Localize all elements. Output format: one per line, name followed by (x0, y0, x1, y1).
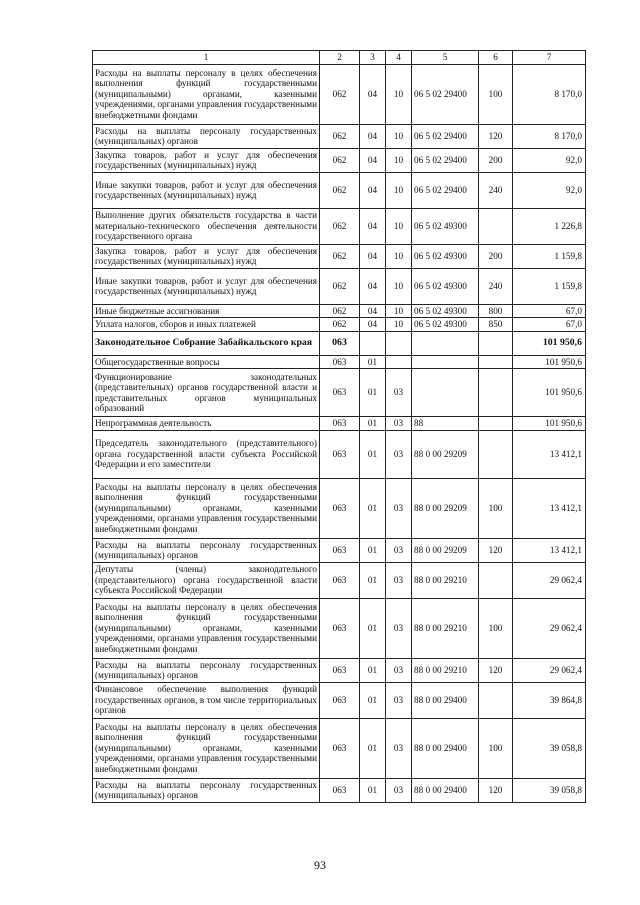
expense-type-cell: 120 (479, 538, 513, 562)
subsection-code-cell: 03 (386, 598, 412, 658)
row-name-cell: Расходы на выплаты персоналу государственных (муниципальных) органов (93, 124, 320, 148)
target-article-cell (412, 355, 479, 369)
subsection-code-cell: 03 (386, 478, 412, 538)
table-row (93, 562, 586, 598)
ministry-code-cell: 063 (320, 417, 360, 431)
expense-type-cell: 240 (479, 268, 513, 304)
table-row (93, 268, 586, 304)
expense-type-cell: 120 (479, 124, 513, 148)
section-code-cell: 04 (360, 208, 386, 244)
ministry-code-cell: 062 (320, 124, 360, 148)
target-article-cell: 06 5 02 29400 (412, 64, 479, 124)
ministry-code-cell: 062 (320, 244, 360, 268)
ministry-code-cell: 063 (320, 430, 360, 478)
amount-cell: 101 950,6 (513, 417, 586, 431)
table-row (93, 718, 586, 778)
subsection-code-cell: 10 (386, 124, 412, 148)
row-name-cell: Расходы на выплаты персоналу в целях обеспечения выполнения функций государственными (муниципальными) органами, казенными учреждениями, органами управления государственными внебюджетными фондами (93, 598, 320, 658)
subsection-code-cell: 03 (386, 682, 412, 718)
target-article-cell (412, 369, 479, 417)
amount-cell: 29 062,4 (513, 598, 586, 658)
section-code-cell: 04 (360, 304, 386, 318)
subsection-code-cell (386, 355, 412, 369)
table-row (93, 64, 586, 124)
ministry-code-cell: 063 (320, 478, 360, 538)
ministry-code-cell: 063 (320, 598, 360, 658)
row-name-cell: Расходы на выплаты персоналу государственных (муниципальных) органов (93, 658, 320, 682)
expense-type-cell (479, 562, 513, 598)
row-name-cell: Депутаты (члены) законодательного (представительного) органа государственной власти субъекта Российской Федерации (93, 562, 320, 598)
expense-type-cell: 120 (479, 658, 513, 682)
subsection-code-cell: 03 (386, 778, 412, 802)
row-name-cell: Расходы на выплаты персоналу в целях обеспечения выполнения функций государственными (муниципальными) органами, казенными учреждениями, органами управления государственными внебюджетными фондами (93, 64, 320, 124)
table-row (93, 148, 586, 172)
target-article-cell: 06 5 02 49300 (412, 304, 479, 318)
header-cell: 7 (513, 51, 586, 65)
table-row (93, 318, 586, 332)
subsection-code-cell (386, 331, 412, 355)
table-row (93, 124, 586, 148)
expense-type-cell: 100 (479, 718, 513, 778)
target-article-cell (412, 331, 479, 355)
ministry-code-cell: 063 (320, 682, 360, 718)
expense-type-cell (479, 355, 513, 369)
subsection-code-cell: 10 (386, 244, 412, 268)
amount-cell: 101 950,6 (513, 331, 586, 355)
ministry-code-cell: 062 (320, 172, 360, 208)
amount-cell: 8 170,0 (513, 64, 586, 124)
amount-cell: 39 864,8 (513, 682, 586, 718)
section-code-cell: 01 (360, 598, 386, 658)
row-name-cell: Расходы на выплаты персоналу государственных (муниципальных) органов (93, 538, 320, 562)
table-row (93, 417, 586, 431)
expense-type-cell: 200 (479, 148, 513, 172)
row-name-cell: Непрограммная деятельность (93, 417, 320, 431)
section-code-cell: 01 (360, 778, 386, 802)
target-article-cell: 06 5 02 49300 (412, 268, 479, 304)
expense-type-cell (479, 430, 513, 478)
target-article-cell: 06 5 02 49300 (412, 318, 479, 332)
subsection-code-cell: 03 (386, 538, 412, 562)
row-name-cell: Иные бюджетные ассигнования (93, 304, 320, 318)
section-code-cell: 04 (360, 124, 386, 148)
section-code-cell: 01 (360, 355, 386, 369)
target-article-cell: 88 0 00 29210 (412, 658, 479, 682)
table-row (93, 304, 586, 318)
section-code-cell: 01 (360, 658, 386, 682)
ministry-code-cell: 063 (320, 658, 360, 682)
ministry-code-cell: 063 (320, 778, 360, 802)
target-article-cell: 88 (412, 417, 479, 431)
table-row (93, 598, 586, 658)
target-article-cell: 88 0 00 29400 (412, 718, 479, 778)
target-article-cell: 88 0 00 29400 (412, 682, 479, 718)
page-number: 93 (314, 858, 326, 872)
ministry-code-cell: 063 (320, 331, 360, 355)
subsection-code-cell: 03 (386, 562, 412, 598)
section-code-cell: 04 (360, 172, 386, 208)
expense-type-cell (479, 682, 513, 718)
section-code-cell: 01 (360, 478, 386, 538)
subsection-code-cell: 10 (386, 268, 412, 304)
subsection-code-cell: 03 (386, 658, 412, 682)
table-row (93, 331, 586, 355)
ministry-code-cell: 063 (320, 355, 360, 369)
header-cell: 3 (360, 51, 386, 65)
row-name-cell: Финансовое обеспечение выполнения функций государственных органов, в том числе территориальных органов (93, 682, 320, 718)
row-name-cell: Уплата налогов, сборов и иных платежей (93, 318, 320, 332)
table-row (93, 355, 586, 369)
target-article-cell: 88 0 00 29210 (412, 562, 479, 598)
row-name-cell: Иные закупки товаров, работ и услуг для обеспечения государственных (муниципальных) нужд (93, 172, 320, 208)
row-name-cell: Закупка товаров, работ и услуг для обеспечения государственных (муниципальных) нужд (93, 148, 320, 172)
target-article-cell: 88 0 00 29209 (412, 538, 479, 562)
row-name-cell: Расходы на выплаты персоналу в целях обеспечения выполнения функций государственными (муниципальными) органами, казенными учреждениями, органами управления государственными внебюджетными фондами (93, 718, 320, 778)
row-name-cell: Председатель законодательного (представительного) органа государственной власти субъекта Российской Федерации и его заместители (93, 430, 320, 478)
target-article-cell: 06 5 02 49300 (412, 208, 479, 244)
table-row (93, 538, 586, 562)
expense-type-cell (479, 208, 513, 244)
section-code-cell: 04 (360, 268, 386, 304)
subsection-code-cell: 10 (386, 318, 412, 332)
amount-cell: 101 950,6 (513, 355, 586, 369)
amount-cell: 8 170,0 (513, 124, 586, 148)
amount-cell: 39 058,8 (513, 718, 586, 778)
row-name-cell: Выполнение других обязательств государства в части материально-технического обеспечения деятельности государственного органа (93, 208, 320, 244)
header-cell: 4 (386, 51, 412, 65)
ministry-code-cell: 062 (320, 208, 360, 244)
amount-cell: 29 062,4 (513, 562, 586, 598)
amount-cell: 13 412,1 (513, 478, 586, 538)
expense-type-cell: 800 (479, 304, 513, 318)
subsection-code-cell: 10 (386, 148, 412, 172)
amount-cell: 67,0 (513, 304, 586, 318)
table-row (93, 430, 586, 478)
amount-cell: 39 058,8 (513, 778, 586, 802)
expense-type-cell (479, 417, 513, 431)
section-code-cell: 04 (360, 148, 386, 172)
subsection-code-cell: 10 (386, 304, 412, 318)
section-code-cell: 04 (360, 64, 386, 124)
target-article-cell: 06 5 02 29400 (412, 124, 479, 148)
subsection-code-cell: 03 (386, 430, 412, 478)
target-article-cell: 06 5 02 29400 (412, 148, 479, 172)
budget-table (92, 50, 586, 803)
expense-type-cell: 240 (479, 172, 513, 208)
expense-type-cell: 850 (479, 318, 513, 332)
amount-cell: 29 062,4 (513, 658, 586, 682)
amount-cell: 1 226,8 (513, 208, 586, 244)
ministry-code-cell: 063 (320, 718, 360, 778)
amount-cell: 92,0 (513, 148, 586, 172)
ministry-code-cell: 063 (320, 562, 360, 598)
amount-cell: 1 159,8 (513, 244, 586, 268)
row-name-cell: Общегосударственные вопросы (93, 355, 320, 369)
ministry-code-cell: 062 (320, 268, 360, 304)
subsection-code-cell: 03 (386, 369, 412, 417)
amount-cell: 92,0 (513, 172, 586, 208)
section-code-cell: 01 (360, 682, 386, 718)
expense-type-cell: 120 (479, 778, 513, 802)
subsection-code-cell: 03 (386, 417, 412, 431)
target-article-cell: 88 0 00 29400 (412, 778, 479, 802)
expense-type-cell (479, 369, 513, 417)
amount-cell: 67,0 (513, 318, 586, 332)
expense-type-cell: 100 (479, 478, 513, 538)
amount-cell: 101 950,6 (513, 369, 586, 417)
section-code-cell: 04 (360, 244, 386, 268)
ministry-code-cell: 062 (320, 148, 360, 172)
target-article-cell: 88 0 00 29209 (412, 430, 479, 478)
table-row (93, 478, 586, 538)
section-code-cell: 01 (360, 369, 386, 417)
target-article-cell: 06 5 02 49300 (412, 244, 479, 268)
section-code-cell: 01 (360, 562, 386, 598)
expense-type-cell: 100 (479, 64, 513, 124)
target-article-cell: 88 0 00 29209 (412, 478, 479, 538)
ministry-code-cell: 062 (320, 304, 360, 318)
header-cell: 1 (93, 51, 320, 65)
table-row (93, 369, 586, 417)
table-row (93, 172, 586, 208)
section-code-cell: 01 (360, 538, 386, 562)
section-code-cell: 01 (360, 430, 386, 478)
amount-cell: 1 159,8 (513, 268, 586, 304)
table-row (93, 778, 586, 802)
amount-cell: 13 412,1 (513, 430, 586, 478)
row-name-cell: Законодательное Собрание Забайкальского края (93, 331, 320, 355)
table-row (93, 658, 586, 682)
row-name-cell: Иные закупки товаров, работ и услуг для обеспечения государственных (муниципальных) нужд (93, 268, 320, 304)
budget-table-sheet (92, 50, 585, 803)
subsection-code-cell: 10 (386, 172, 412, 208)
row-name-cell: Функционирование законодательных (представительных) органов государственной власти и представительных органов муниципальных образований (93, 369, 320, 417)
expense-type-cell (479, 331, 513, 355)
row-name-cell: Закупка товаров, работ и услуг для обеспечения государственных (муниципальных) нужд (93, 244, 320, 268)
subsection-code-cell: 10 (386, 208, 412, 244)
subsection-code-cell: 10 (386, 64, 412, 124)
row-name-cell: Расходы на выплаты персоналу в целях обеспечения выполнения функций государственными (муниципальными) органами, казенными учреждениями, органами управления государственными внебюджетными фондами (93, 478, 320, 538)
target-article-cell: 88 0 00 29210 (412, 598, 479, 658)
section-code-cell (360, 331, 386, 355)
header-cell: 2 (320, 51, 360, 65)
header-cell: 5 (412, 51, 479, 65)
table-header-row (93, 51, 586, 65)
expense-type-cell: 100 (479, 598, 513, 658)
ministry-code-cell: 062 (320, 64, 360, 124)
amount-cell: 13 412,1 (513, 538, 586, 562)
row-name-cell: Расходы на выплаты персоналу государственных (муниципальных) органов (93, 778, 320, 802)
table-row (93, 682, 586, 718)
section-code-cell: 01 (360, 718, 386, 778)
ministry-code-cell: 063 (320, 538, 360, 562)
ministry-code-cell: 062 (320, 318, 360, 332)
subsection-code-cell: 03 (386, 718, 412, 778)
table-row (93, 208, 586, 244)
section-code-cell: 01 (360, 417, 386, 431)
expense-type-cell: 200 (479, 244, 513, 268)
section-code-cell: 04 (360, 318, 386, 332)
target-article-cell: 06 5 02 29400 (412, 172, 479, 208)
header-cell: 6 (479, 51, 513, 65)
ministry-code-cell: 063 (320, 369, 360, 417)
table-row (93, 244, 586, 268)
